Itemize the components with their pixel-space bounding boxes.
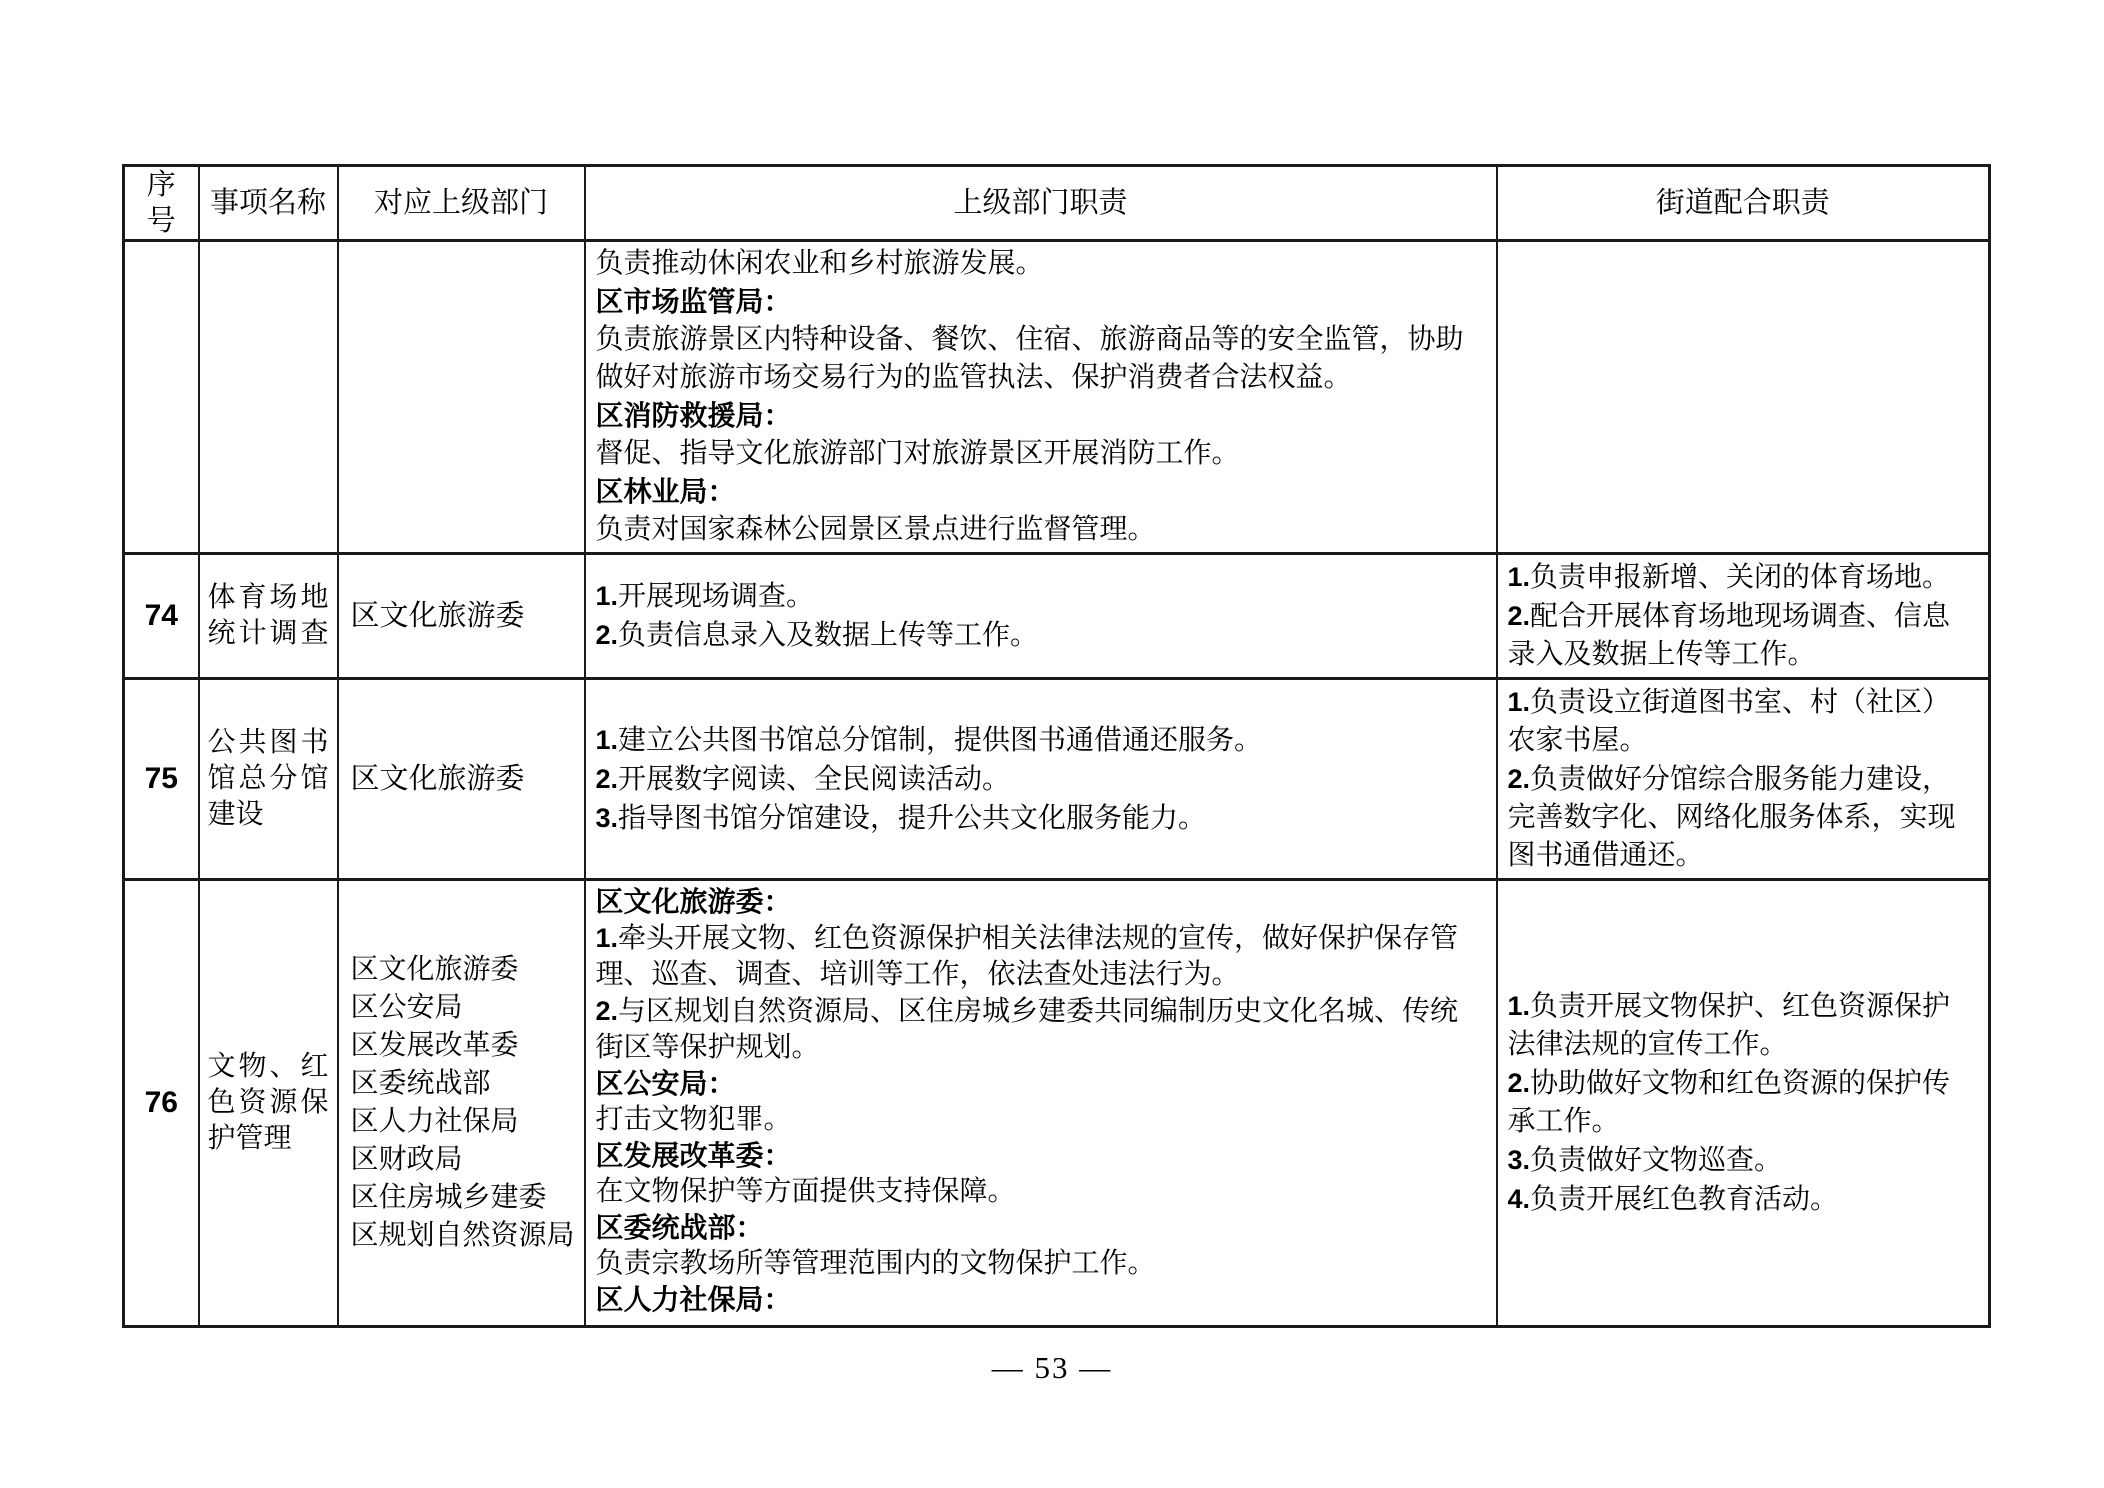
page-number: — 53 — <box>991 1350 1113 1385</box>
department-name: 区住房城乡建委 <box>350 1182 547 1213</box>
duty-item <box>596 721 1486 760</box>
cell-serial-number: 74 <box>124 554 199 679</box>
duty-text: 负责推动休闲农业和乡村旅游发展。 <box>595 248 1044 279</box>
header-street-cooperation-duties: 街道配合职责 <box>1497 166 1990 241</box>
duty-department-heading: 区文化旅游委： <box>595 886 792 917</box>
duty-item <box>596 993 1486 1066</box>
header-row <box>124 166 1990 241</box>
item-number: 1. <box>1507 991 1531 1021</box>
item-text: 负责开展文物保护、红色资源保护法律法规的宣传工作。 <box>1507 991 1951 1060</box>
cell-serial-number: 76 <box>124 880 199 1327</box>
duty-text: 在文物保护等方面提供支持保障。 <box>595 1176 1016 1207</box>
coop-item <box>1508 987 1979 1064</box>
cell-item-name: 公共图书馆总分馆建设 <box>199 679 338 880</box>
duty-text: 负责对国家森林公园景区景点进行监督管理。 <box>595 514 1156 545</box>
cell-superior-duties <box>585 554 1497 679</box>
item-number: 2. <box>595 763 619 794</box>
duty-department-heading: 区市场监管局： <box>595 286 792 317</box>
header-serial-number: 序号 <box>124 166 199 241</box>
cell-street-duties <box>1497 679 1990 880</box>
duty-text: 督促、指导文化旅游部门对旅游景区开展消防工作。 <box>595 438 1240 469</box>
cell-superior-department <box>338 880 585 1327</box>
cell-superior-department: 区文化旅游委 <box>338 554 585 679</box>
item-number: 1. <box>595 923 619 953</box>
item-number: 1. <box>595 724 619 755</box>
item-text: 建立公共图书馆总分馆制，提供图书通借通还服务。 <box>618 724 1263 756</box>
header-superior-department: 对应上级部门 <box>338 166 585 241</box>
duty-item <box>596 799 1486 838</box>
cell-item-name <box>199 241 338 554</box>
coop-item <box>1508 558 1979 597</box>
duty-text: 负责宗教场所等管理范围内的文物保护工作。 <box>595 1248 1156 1279</box>
header-item-name: 事项名称 <box>199 166 338 241</box>
duty-department-heading: 区公安局： <box>595 1068 736 1099</box>
item-text: 开展现场调查。 <box>618 581 815 612</box>
duty-department-heading: 区发展改革委： <box>595 1140 792 1171</box>
item-number: 2. <box>595 620 619 650</box>
coop-item <box>1508 683 1979 760</box>
table-row-75 <box>124 679 1990 880</box>
item-text: 负责做好分馆综合服务能力建设，完善数字化、网络化服务体系，实现图书通借通还。 <box>1507 764 1956 871</box>
cell-street-duties <box>1497 880 1990 1327</box>
responsibility-table <box>122 164 1991 1328</box>
cell-serial-number <box>124 241 199 554</box>
coop-item <box>1508 1180 1979 1219</box>
cell-serial-number: 75 <box>124 679 199 880</box>
coop-item <box>1508 597 1979 674</box>
item-number: 2. <box>1507 601 1531 631</box>
duty-department-heading: 区消防救援局： <box>595 400 792 431</box>
duty-department-heading: 区林业局： <box>595 476 736 507</box>
item-number: 2. <box>595 996 619 1026</box>
item-number: 2. <box>1507 764 1531 794</box>
department-name: 区委统战部 <box>350 1068 491 1099</box>
department-name: 区文化旅游委 <box>350 954 519 985</box>
item-text: 开展数字阅读、全民阅读活动。 <box>618 763 1011 795</box>
cell-item-name: 文物、红色资源保护管理 <box>199 880 338 1327</box>
coop-item <box>1508 760 1979 875</box>
cell-item-name: 体育场地统计调查 <box>199 554 338 679</box>
item-text: 负责开展红色教育活动。 <box>1530 1184 1839 1215</box>
cell-superior-duties <box>585 880 1497 1327</box>
cell-street-duties <box>1497 241 1990 554</box>
duty-item <box>596 616 1486 655</box>
item-text: 负责做好文物巡查。 <box>1530 1145 1783 1176</box>
item-number: 4. <box>1507 1184 1531 1214</box>
item-text: 负责设立街道图书室、村（社区）农家书屋。 <box>1507 687 1951 756</box>
table-row-continuation <box>124 241 1990 554</box>
duty-item <box>596 577 1486 616</box>
duty-item <box>596 760 1486 799</box>
duty-text: 打击文物犯罪。 <box>595 1104 792 1135</box>
cell-superior-department: 区文化旅游委 <box>338 679 585 880</box>
item-text: 负责信息录入及数据上传等工作。 <box>618 620 1039 651</box>
item-number: 3. <box>595 802 619 833</box>
header-superior-duties: 上级部门职责 <box>585 166 1497 241</box>
item-text: 配合开展体育场地现场调查、信息录入及数据上传等工作。 <box>1507 601 1951 670</box>
cell-superior-duties <box>585 241 1497 554</box>
duty-department-heading: 区人力社保局： <box>595 1284 792 1315</box>
item-text: 协助做好文物和红色资源的保护传承工作。 <box>1507 1068 1951 1137</box>
department-name: 区规划自然资源局 <box>350 1220 575 1251</box>
cell-superior-department <box>338 241 585 554</box>
table-row-74 <box>124 554 1990 679</box>
duty-department-heading: 区委统战部： <box>595 1212 764 1243</box>
item-text: 与区规划自然资源局、区住房城乡建委共同编制历史文化名城、传统街区等保护规划。 <box>595 996 1459 1063</box>
coop-item <box>1508 1141 1979 1180</box>
department-name: 区人力社保局 <box>350 1106 519 1137</box>
duty-item <box>596 920 1486 993</box>
item-number: 1. <box>595 581 619 611</box>
duty-text: 负责旅游景区内特种设备、餐饮、住宿、旅游商品等的安全监管，协助做好对旅游市场交易行为的监管执法、保护消费者合法权益。 <box>595 324 1464 393</box>
table-row-76 <box>124 880 1990 1327</box>
department-name: 区发展改革委 <box>350 1030 519 1061</box>
item-text: 牵头开展文物、红色资源保护相关法律法规的宣传，做好保护保存管理、巡查、调查、培训等工作，依法查处违法行为。 <box>595 923 1459 990</box>
department-name: 区公安局 <box>350 992 463 1023</box>
cell-superior-duties <box>585 679 1497 880</box>
item-text: 指导图书馆分馆建设，提升公共文化服务能力。 <box>618 802 1207 834</box>
coop-item <box>1508 1064 1979 1141</box>
item-number: 1. <box>1507 562 1531 592</box>
item-number: 2. <box>1507 1068 1531 1098</box>
item-number: 1. <box>1507 687 1531 717</box>
cell-street-duties <box>1497 554 1990 679</box>
department-name: 区财政局 <box>350 1144 463 1175</box>
item-text: 负责申报新增、关闭的体育场地。 <box>1530 562 1951 593</box>
item-number: 3. <box>1507 1145 1531 1175</box>
